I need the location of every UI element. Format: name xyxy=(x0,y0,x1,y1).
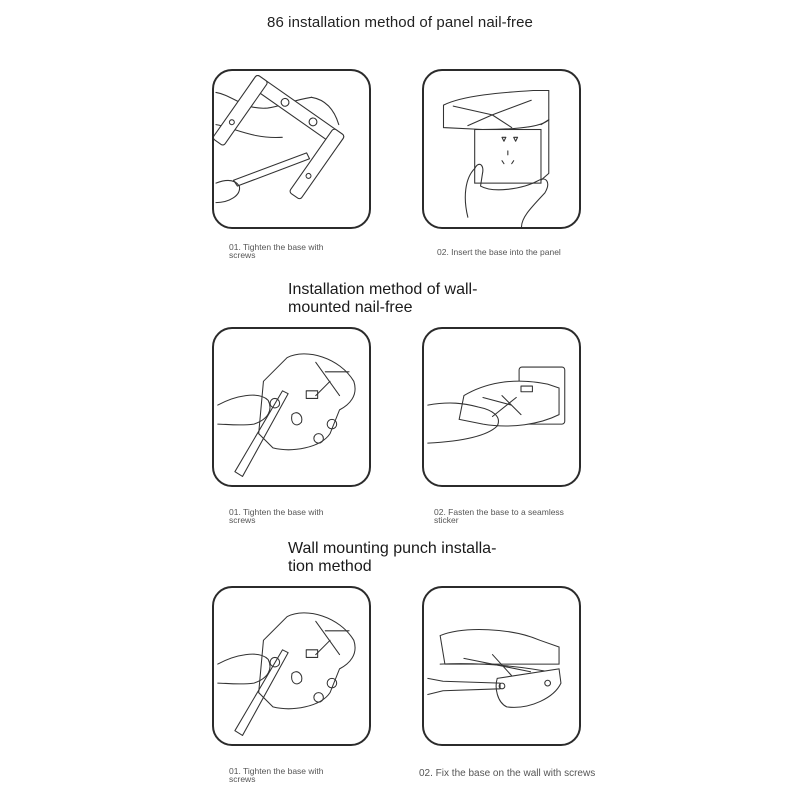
caption-line: 01. Tighten the base with xyxy=(229,766,324,776)
title-line: Wall mounting punch installa- xyxy=(288,540,497,557)
step-illustration-punch-2 xyxy=(422,586,581,746)
step-caption-s3-2: 02. Fix the base on the wall with screws xyxy=(419,768,596,779)
title-line: tion method xyxy=(288,558,372,575)
caption-line: 01. Tighten the base with xyxy=(229,242,324,252)
caption-line: 02. Fasten the base to a seamless xyxy=(434,507,564,517)
screwdriver-wall-base-illustration xyxy=(424,588,579,744)
step-caption-s1-1 xyxy=(229,243,324,259)
title-line: mounted nail-free xyxy=(288,299,413,316)
title-line: Installation method of wall- xyxy=(288,281,478,298)
step-caption-s1-2: 02. Insert the base into the panel xyxy=(437,247,561,257)
hand-screwdriver-base-illustration xyxy=(214,329,369,485)
step-illustration-panel-1 xyxy=(212,69,371,229)
hand-screwdriver-base-illustration xyxy=(214,588,369,744)
step-caption-s2-1 xyxy=(229,508,324,524)
section-title-wall-nail-free xyxy=(288,281,477,317)
caption-line: screws xyxy=(229,250,256,260)
caption-line: 01. Tighten the base with xyxy=(229,507,324,517)
step-illustration-wall-1 xyxy=(212,327,371,487)
step-caption-s2-2 xyxy=(434,508,564,524)
hand-screwdriver-bracket-illustration xyxy=(214,71,369,227)
hand-base-sticker-illustration xyxy=(424,329,579,485)
step-illustration-punch-1 xyxy=(212,586,371,746)
hand-insert-base-panel-illustration xyxy=(424,71,579,227)
caption-line: screws xyxy=(229,515,256,525)
section-title-wall-punch xyxy=(288,540,496,576)
step-illustration-panel-2 xyxy=(422,69,581,229)
caption-line: sticker xyxy=(434,515,459,525)
caption-line: screws xyxy=(229,774,256,784)
page-title: 86 installation method of panel nail-free xyxy=(267,14,533,31)
step-caption-s3-1 xyxy=(229,767,324,783)
step-illustration-wall-2 xyxy=(422,327,581,487)
